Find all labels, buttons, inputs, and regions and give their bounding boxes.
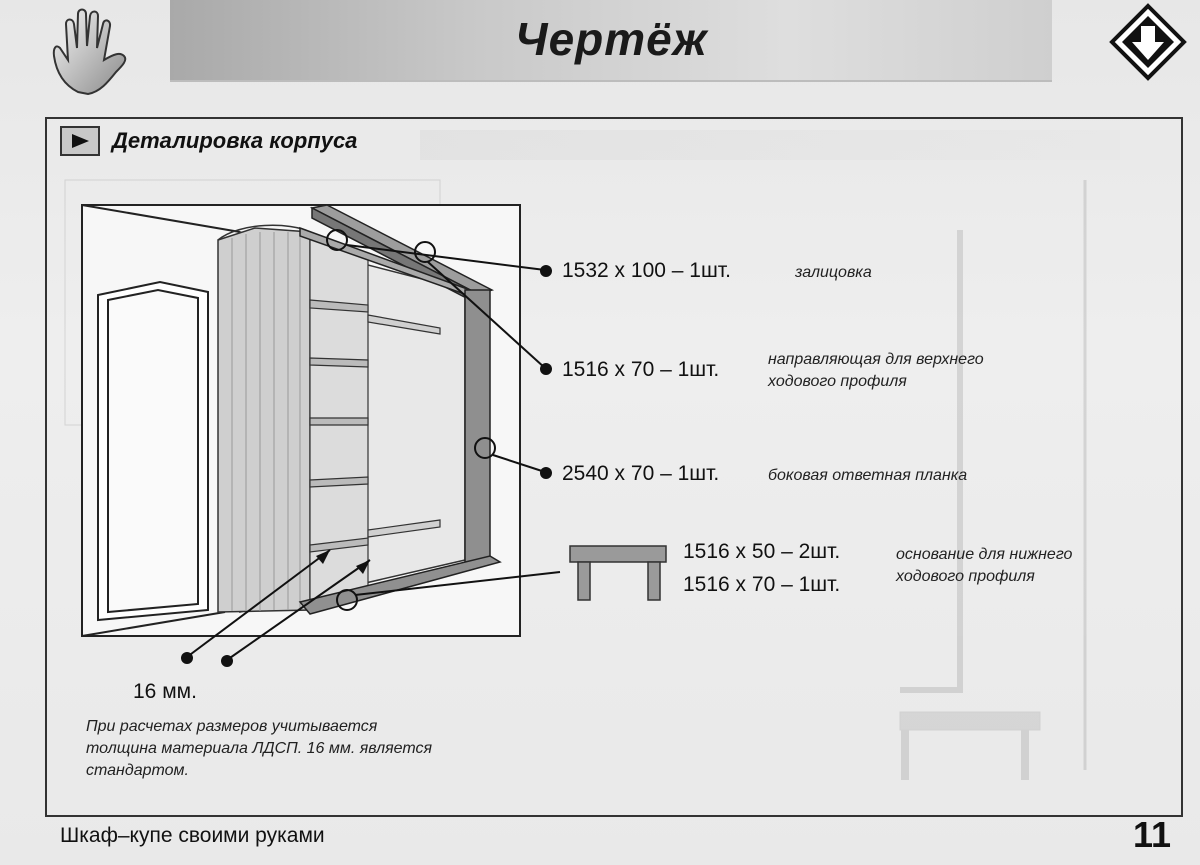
description-line: основание для нижнего bbox=[896, 546, 1073, 563]
thickness-label: 16 мм. bbox=[133, 680, 197, 703]
description-line: ходового профиля bbox=[896, 568, 1035, 585]
part-dimension-base-2: 1516 х 70 – 1шт. bbox=[683, 573, 841, 596]
note-text bbox=[86, 716, 526, 782]
page-title: Чертёж bbox=[515, 13, 708, 65]
part-description-fascia: залицовка bbox=[795, 264, 872, 281]
part-description-side-strip: боковая ответная планка bbox=[768, 467, 968, 484]
part-dimension-side-strip: 2540 х 70 – 1шт. bbox=[562, 462, 720, 485]
footer-book-title: Шкаф–купе своими руками bbox=[60, 824, 325, 847]
part-dimension-top-guide: 1516 х 70 – 1шт. bbox=[562, 358, 720, 381]
part-dimension-fascia: 1532 х 100 – 1шт. bbox=[562, 259, 731, 282]
side-strip bbox=[465, 290, 490, 566]
note-line: толщина материала ЛДСП. 16 мм. является bbox=[86, 740, 433, 757]
section-title: Деталировка корпуса bbox=[112, 128, 358, 153]
page-number: 11 bbox=[1133, 814, 1172, 855]
part-dimension-base-1: 1516 х 50 – 2шт. bbox=[683, 540, 841, 563]
part-description-top-guide bbox=[768, 349, 984, 393]
description-line: направляющая для верхнего bbox=[768, 351, 984, 368]
side-panel bbox=[218, 225, 310, 612]
part-description-base bbox=[896, 544, 1072, 588]
note-line: При расчетах размеров учитывается bbox=[86, 718, 378, 735]
door-drawing bbox=[98, 282, 208, 620]
note-line: стандартом. bbox=[86, 762, 189, 779]
description-line: ходового профиля bbox=[768, 373, 907, 390]
base-profile-icon bbox=[570, 546, 666, 600]
